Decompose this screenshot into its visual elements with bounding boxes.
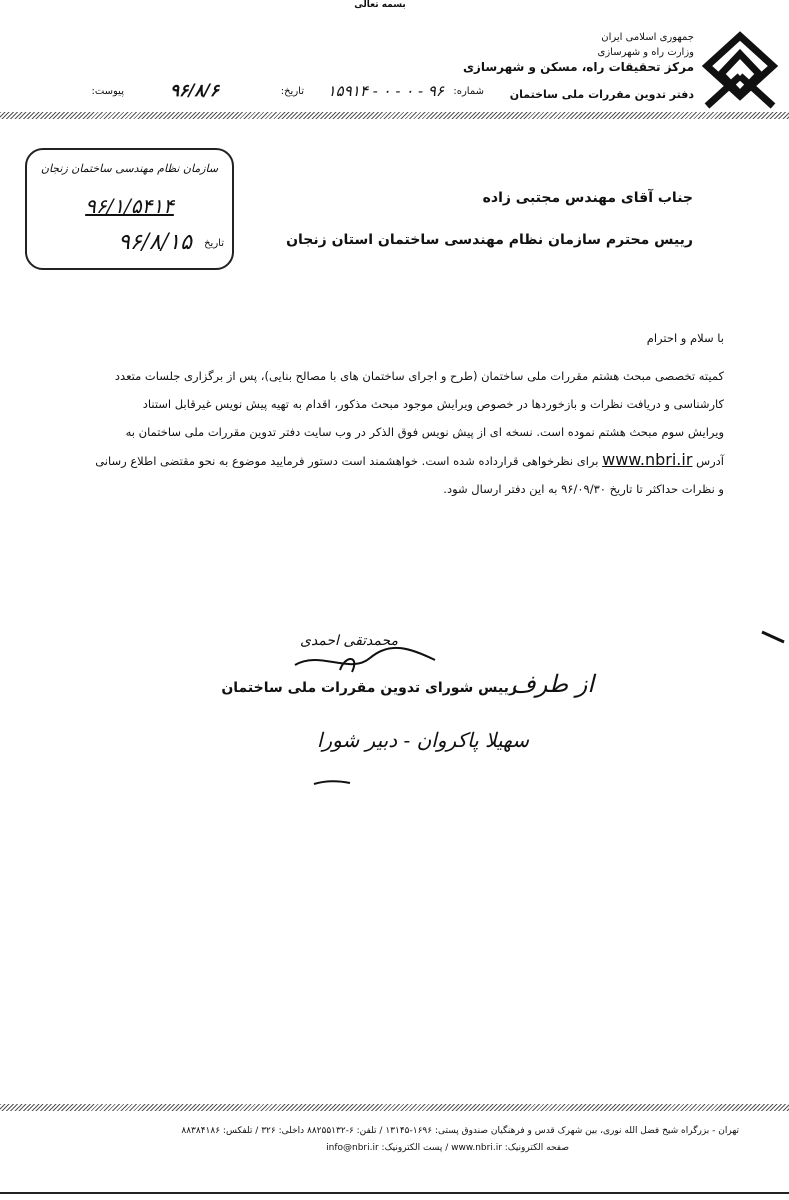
ministry-line-3: مرکز تحقیقات راه، مسکن و شهرسازی <box>462 60 694 74</box>
stamp-number: ۹۶/۱/۵۴۱۴ <box>85 194 174 218</box>
on-behalf: از طرف <box>510 670 594 698</box>
margin-mark <box>760 628 788 646</box>
stamp-date: ۹۶/۸/۱۵ <box>118 230 192 255</box>
ministry-header <box>463 30 694 75</box>
number-value: ۹۶ - ۰ - ۰ - ۱۵۹۱۴ <box>327 82 444 100</box>
body-line-4-rest: برای نظرخواهی قرارداده شده است. خواهشمند است دستور فرمایید موضوع به نحو مقتضی اطلاع رسانی <box>95 454 599 468</box>
salutation: با سلام و احترام <box>646 331 724 345</box>
bottom-border <box>0 1192 789 1194</box>
body-line-5: و نظرات حداکثر تا تاریخ ۹۶/۰۹/۳۰ به این دفتر ارسال شود. <box>443 482 724 496</box>
body-line-4 <box>44 446 724 475</box>
body-line-1: کمیته تخصصی مبحث هشتم مقررات ملی ساختمان (طرح و اجرای ساختمان های با مصالح بنایی)، پس از برگزاری جلسات متعدد <box>114 369 724 383</box>
body-line-2: کارشناسی و دریافت نظرات و بازخوردها در خصوص ویرایش موجود مبحث مذکور، اقدام به تهیه پیش نویس غیرقابل استناد <box>142 397 724 411</box>
stamp-org: سازمان نظام مهندسی ساختمان زنجان <box>40 162 219 175</box>
date-label: تاریخ: <box>280 86 304 97</box>
letter-body <box>44 362 724 503</box>
footer-divider <box>0 1104 789 1111</box>
note-underline <box>312 778 352 788</box>
website-link[interactable]: www.nbri.ir <box>602 450 693 469</box>
signer-title: رییس شورای تدوین مقررات ملی ساختمان <box>221 680 517 696</box>
body-line-3: ویرایش سوم مبحث هشتم نموده است. نسخه ای از پیش نویس فوق الذکر در وب سایت دفتر تدوین مقررات ملی ساختمان به <box>125 425 724 439</box>
header-divider <box>0 112 789 119</box>
ministry-line-2: وزارت راه و شهرسازی <box>597 47 694 58</box>
footer-web: صفحه الکترونیک: www.nbri.ir / پست الکترونیک: info@nbri.ir <box>326 1143 569 1153</box>
date-value: ۹۶/۸/۶ <box>170 81 219 101</box>
body-address-word: آدرس <box>696 454 724 468</box>
footer <box>49 1123 739 1157</box>
signer-name: محمدتقی احمدی <box>300 633 399 649</box>
stamp-date-label: تاریخ <box>204 238 224 249</box>
recipient-name: جناب آقای مهندس مجتبی زاده <box>482 190 693 206</box>
ministry-line-1: جمهوری اسلامی ایران <box>601 32 694 43</box>
bismillah: بسمه تعالی <box>354 0 406 10</box>
received-stamp <box>25 148 234 270</box>
signature-scribble <box>290 640 440 680</box>
footer-address: تهران - بزرگراه شیخ فضل الله نوری، بین شهرک قدس و فرهنگیان صندوق پستی: ۱۶۹۶-۱۳۱۴۵ / تلفن: ۶-۸۸۲۵۵۱۳۲ داخلی: ۳۲۶ / تلفکس: ۸۸۳۸۴۱۸۶ <box>181 1126 739 1136</box>
recipient-title: رییس محترم سازمان نظام مهندسی ساختمان استان زنجان <box>286 232 693 248</box>
handwritten-note: سهیلا پاکروان - دبیر شورا <box>316 728 529 752</box>
office-name: دفتر تدوین مقررات ملی ساختمان <box>509 88 694 101</box>
number-label: شماره: <box>453 86 484 97</box>
attachment-label: پیوست: <box>91 86 124 97</box>
ministry-logo <box>699 30 781 120</box>
